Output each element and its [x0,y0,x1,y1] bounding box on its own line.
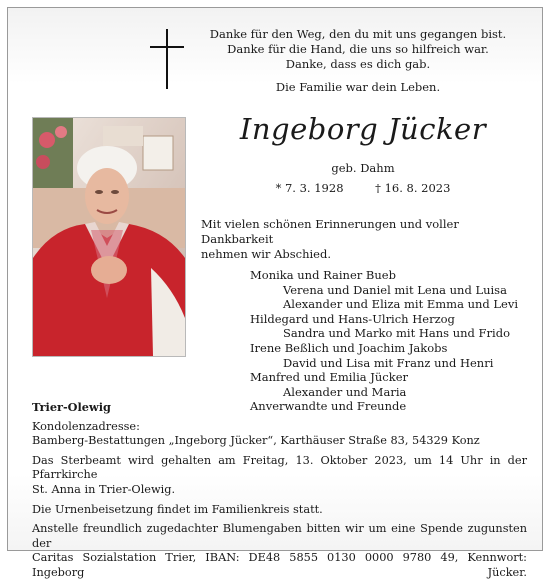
mourner-entry: Anverwandte und Freunde [250,399,407,414]
mourner-entry: Alexander und Eliza mit Emma und Levi [283,297,519,312]
birth-date: * 7. 3. 1928 [275,181,344,195]
urn-burial-info: Die Urnenbeisetzung findet im Familienkreis statt. [32,502,323,516]
portrait-illustration [33,118,185,356]
poem-line: Danke, dass es dich gab. [285,57,431,71]
latin-cross-icon [150,29,184,89]
mourner-entry: Verena und Daniel mit Lena und Luisa [283,282,507,297]
condolence-address: Bamberg-Bestattungen „Ingeborg Jücker“, Karthäuser Straße 83, 54329 Konz [32,434,480,448]
poem-line: Die Familie war dein Leben. [275,80,441,94]
poem-line: Danke für die Hand, die uns so hilfreich war. [227,42,489,56]
mourner-entry: Sandra und Marko mit Hans und Frido [283,326,510,341]
obituary-notice [7,7,543,579]
portrait-photo [32,117,186,357]
service-info-line: Das Sterbeamt wird gehalten am Freitag, 13. Oktober 2023, um 14 Uhr in der Pfarrkirche [32,453,527,482]
mourner-entry: Manfred und Emilia Jücker [250,370,409,385]
condolence-label: Kondolenzadresse: [32,419,140,433]
service-info-line: St. Anna in Trier-Olewig. [32,482,176,496]
mourner-entry: Monika und Rainer Bueb [250,268,396,282]
deceased-name: Ingeborg Jücker [239,112,487,146]
life-dates [208,181,518,195]
farewell-line: nehmen wir Abschied. [201,247,331,261]
mourner-entry: David und Lisa mit Franz und Henri [283,355,494,370]
donation-info-line: Anstelle freundlich zugedachter Blumengaben bitten wir um eine Spende zugunsten der [32,522,527,550]
place-name: Trier-Olewig [32,400,111,414]
mourner-entry: Irene Beßlich und Joachim Jakobs [250,340,448,355]
mourner-entry: Hildegard und Hans-Ulrich Herzog [250,311,455,326]
death-date: † 16. 8. 2023 [375,181,451,195]
maiden-name: geb. Dahm [331,161,395,175]
poem-line: Danke für den Weg, den du mit uns gegangen bist. [209,27,507,41]
donation-info-line: Caritas Sozialstation Trier, IBAN: DE48 5855 0130 0000 9780 49, Kennwort: Ingeborg Jücker. [32,551,527,579]
farewell-line: Mit vielen schönen Erinnerungen und voller Dankbarkeit [201,217,459,246]
mourners-list [250,268,540,414]
notice-details [32,400,527,581]
farewell-text [201,217,531,262]
memorial-poem [208,27,508,95]
mourner-entry: Alexander und Maria [283,384,407,399]
